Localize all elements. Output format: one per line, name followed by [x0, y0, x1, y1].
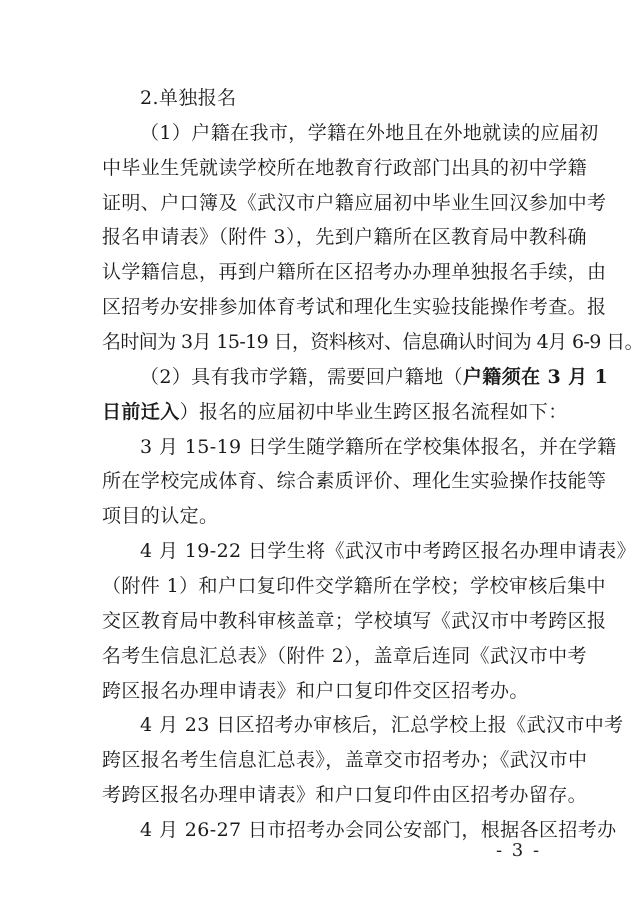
- paragraph-line: 报名申请表》（附件 3），先到户籍所在区教育局中教科确: [102, 226, 587, 248]
- paragraph-line: 项目的认定。: [102, 505, 219, 527]
- paragraph-line: 区招考办安排参加体育考试和理化生实验技能操作考查。报: [102, 296, 607, 318]
- paragraph-line: 证明、户口簿及《武汉市户籍应届初中毕业生回汉参加中考: [102, 192, 607, 214]
- paragraph-line: 4 月 19-22 日学生将《武汉市中考跨区报名办理申请表》: [140, 540, 636, 562]
- paragraph-line: （1）户籍在我市，学籍在外地且在外地就读的应届初: [140, 122, 599, 144]
- paragraph-line: [140, 365, 609, 389]
- paragraph-line: [102, 400, 568, 424]
- paragraph-line: 跨区报名办理申请表》和户口复印件交区招考办。: [102, 680, 529, 702]
- paragraph-line: 中毕业生凭就读学校所在地教育行政部门出具的初中学籍: [102, 157, 588, 179]
- paragraph-line: 4 月 23 日区招考办审核后，汇总学校上报《武汉市中考: [140, 714, 624, 736]
- bold-emphasis: 户籍须在 3 月 1: [462, 366, 609, 388]
- paragraph-line: 4 月 26-27 日市招考办会同公安部门，根据各区招考办: [140, 819, 617, 841]
- paragraph-line: 认学籍信息，再到户籍所在区招考办办理单独报名手续，由: [102, 261, 607, 283]
- paragraph-line: 跨区报名考生信息汇总表》，盖章交市招考办；《武汉市中: [102, 749, 588, 771]
- paragraph-line: 交区教育局中教科审核盖章；学校填写《武汉市中考跨区报: [102, 610, 607, 632]
- text-segment: ）报名的应届初中毕业生跨区报名流程如下：: [179, 401, 568, 423]
- paragraph-line: 名时间为 3月 15-19 日，资料核对、信息确认时间为 4月 6-9 日。: [102, 331, 643, 353]
- paragraph-line: 考跨区报名办理申请表》和户口复印件由区招考办留存。: [102, 784, 588, 806]
- paragraph-line: （附件 1）和户口复印件交学籍所在学校；学校审核后集中: [102, 575, 606, 597]
- paragraph-line: 名考生信息汇总表》（附件 2），盖章后连同《武汉市中考: [102, 645, 587, 667]
- paragraph-line: 3 月 15-19 日学生随学籍所在学校集体报名，并在学籍: [140, 436, 617, 458]
- paragraph-line: 所在学校完成体育、综合素质评价、理化生实验操作技能等: [102, 470, 607, 492]
- page-number: - 3 -: [496, 840, 542, 861]
- section-heading: 2.单独报名: [140, 87, 237, 109]
- text-segment: （2）具有我市学籍，需要回户籍地（: [140, 366, 463, 388]
- bold-emphasis: 日前迁入: [102, 401, 180, 423]
